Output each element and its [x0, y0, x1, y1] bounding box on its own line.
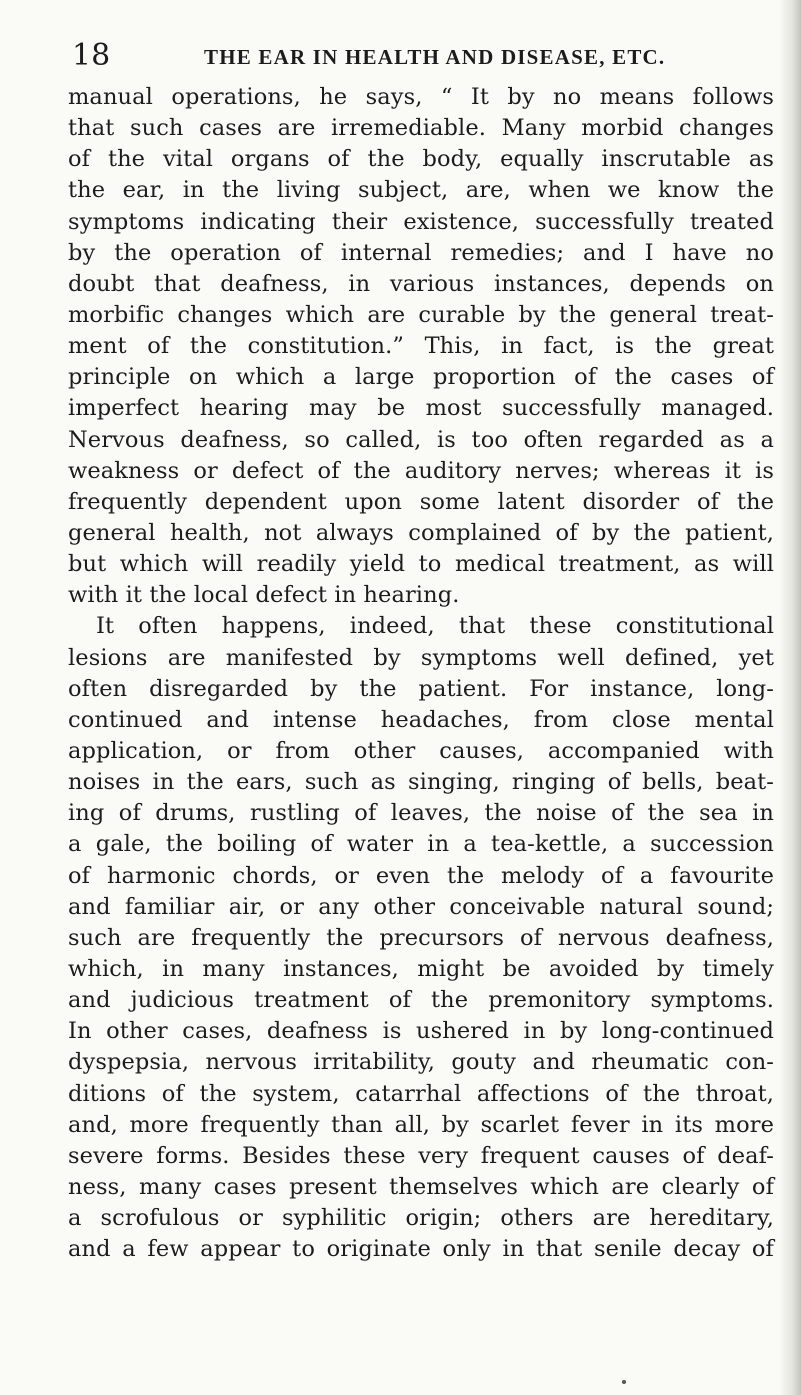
text-line: and, more frequently than all, by scarlet fever in its more: [68, 1111, 774, 1138]
print-speck: [622, 1380, 626, 1384]
text-line: severe forms. Besides these very frequent causes of deaf-: [68, 1142, 774, 1169]
text-line: symptoms indicating their existence, successfully treated: [68, 208, 774, 235]
text-line: dyspepsia, nervous irritability, gouty and rheumatic con-: [68, 1049, 774, 1076]
text-line: manual operations, he says, “ It by no means follows: [68, 84, 774, 110]
text-line: doubt that deafness, in various instances, depends on: [68, 270, 774, 297]
text-line: and a few appear to originate only in that senile decay of: [68, 1236, 774, 1263]
text-line: which, in many instances, might be avoided by timely: [68, 955, 774, 982]
text-line: In other cases, deafness is ushered in by long-continued: [68, 1018, 774, 1045]
text-line: of harmonic chords, or even the melody of a favourite: [68, 862, 774, 889]
text-line: lesions are manifested by symptoms well defined, yet: [68, 644, 774, 671]
page-number: 18: [72, 38, 111, 73]
text-line: often disregarded by the patient. For instance, long-: [68, 675, 774, 702]
text-line: and familiar air, or any other conceivable natural sound;: [68, 893, 774, 920]
text-line: Nervous deafness, so called, is too often regarded as a: [68, 426, 774, 453]
text-line: but which will readily yield to medical treatment, as will: [68, 551, 774, 578]
text-line: the ear, in the living subject, are, when we know the: [68, 177, 774, 204]
text-line: ing of drums, rustling of leaves, the noise of the sea in: [68, 800, 774, 827]
text-line-paragraph-end: with it the local defect in hearing.: [68, 582, 460, 609]
text-line: ness, many cases present themselves which are clearly of: [68, 1173, 774, 1200]
text-line: ment of the constitution.” This, in fact, is the great: [68, 333, 774, 360]
text-line: imperfect hearing may be most successfully managed.: [68, 395, 774, 422]
text-line: general health, not always complained of by the patient,: [68, 519, 774, 546]
text-line: by the operation of internal remedies; and I have no: [68, 239, 774, 266]
text-line: continued and intense headaches, from close mental: [68, 706, 774, 733]
text-line: a scrofulous or syphilitic origin; others are hereditary,: [68, 1205, 774, 1232]
text-line: morbific changes which are curable by the general treat-: [68, 301, 774, 328]
text-line-paragraph-start: It often happens, indeed, that these constitutional: [96, 613, 774, 640]
body-text: [68, 82, 774, 1265]
page-edge-shadow: [779, 0, 801, 1395]
running-title: THE EAR IN HEALTH AND DISEASE, ETC.: [204, 45, 666, 69]
text-line: noises in the ears, such as singing, ringing of bells, beat-: [68, 769, 774, 796]
text-line: frequently dependent upon some latent disorder of the: [68, 488, 774, 515]
page-header: [72, 36, 752, 76]
text-line: such are frequently the precursors of nervous deafness,: [68, 924, 774, 951]
text-line: ditions of the system, catarrhal affections of the throat,: [68, 1080, 774, 1107]
text-line: principle on which a large proportion of the cases of: [68, 364, 774, 391]
text-line: that such cases are irremediable. Many morbid changes: [68, 115, 774, 142]
text-line: weakness or defect of the auditory nerves; whereas it is: [68, 457, 774, 484]
text-line: application, or from other causes, accompanied with: [68, 737, 774, 764]
text-line: of the vital organs of the body, equally inscrutable as: [68, 146, 774, 173]
text-line: and judicious treatment of the premonitory symptoms.: [68, 987, 774, 1014]
text-line: a gale, the boiling of water in a tea-kettle, a succession: [68, 831, 774, 858]
